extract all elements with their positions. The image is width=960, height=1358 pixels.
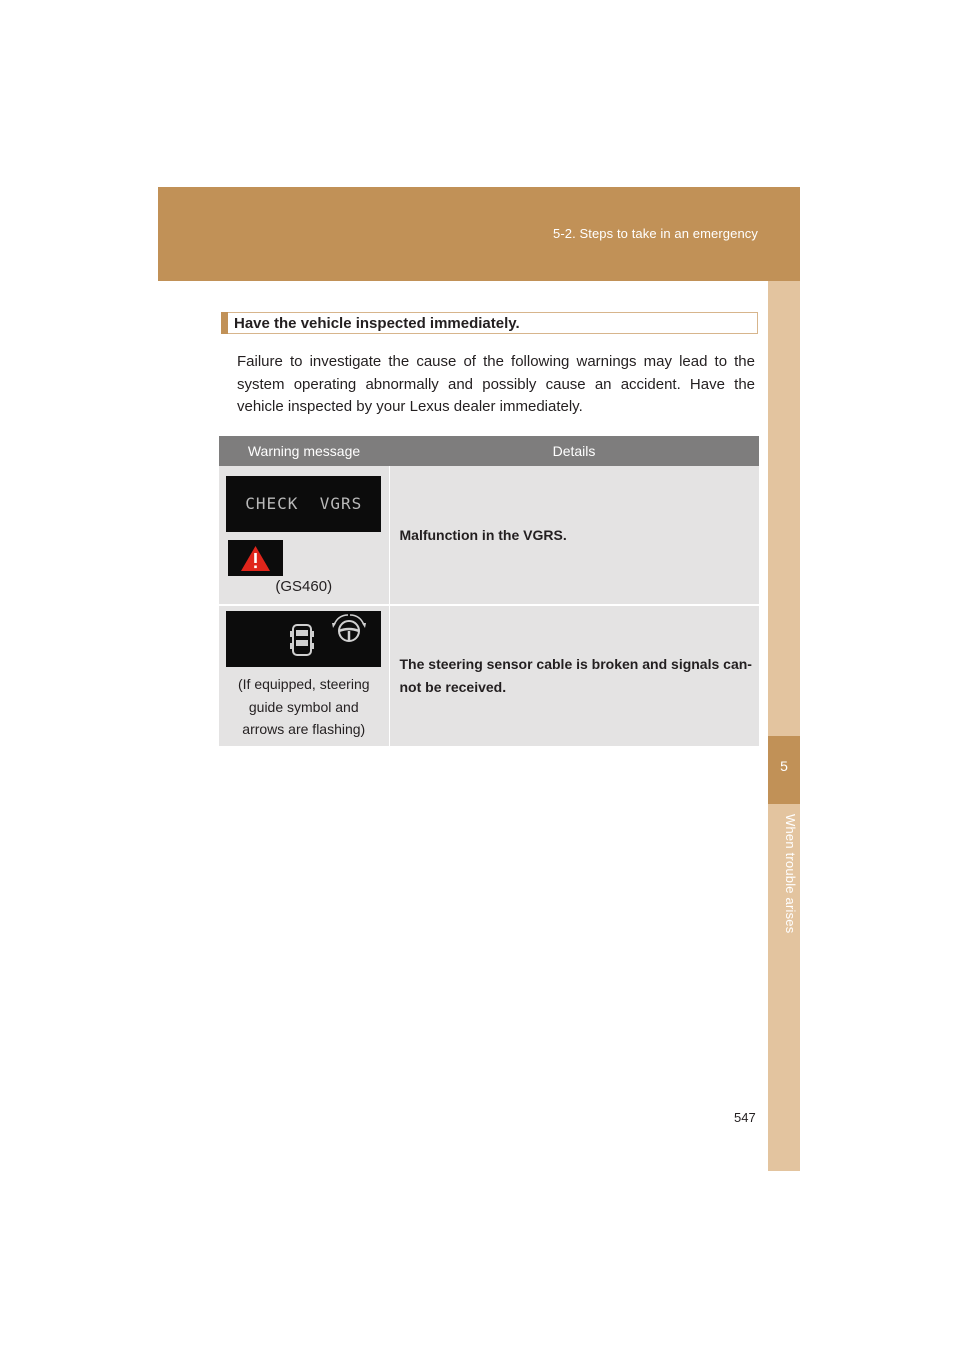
vehicle-symbol-icon (290, 625, 314, 655)
lcd-display (226, 476, 381, 532)
caption-line: (If equipped, steering (237, 676, 370, 693)
lcd-message-text: CHECK VGRS (245, 493, 363, 513)
warning-triangle-icon (228, 540, 283, 576)
chapter-number: 5 (780, 758, 788, 774)
section-heading (221, 312, 758, 334)
lcd-display (226, 611, 381, 667)
warning-table (219, 436, 759, 746)
chapter-header-band (158, 187, 800, 281)
details-line: not be received. (399, 679, 507, 695)
details-cell (389, 605, 759, 746)
header-warning-message: Warning message (219, 436, 389, 466)
caption-line: arrows are flashing) (242, 721, 366, 738)
table-header-row (219, 436, 759, 466)
model-caption: (GS460) (275, 577, 333, 595)
side-strip (768, 281, 800, 1171)
page-number: 547 (734, 1110, 756, 1125)
chapter-label: When trouble arises (783, 814, 798, 934)
caption-line: guide symbol and (248, 698, 359, 715)
details-cell: Malfunction in the VGRS. (389, 466, 759, 605)
steering-wheel-arrows-icon (332, 615, 366, 641)
heading-accent-bar (221, 312, 228, 334)
header-details: Details (389, 436, 759, 466)
heading-text: Have the vehicle inspected immediately. (234, 315, 520, 332)
equipment-caption (219, 673, 389, 741)
warning-message-cell (219, 605, 389, 746)
chapter-tab (768, 736, 800, 804)
section-title: 5-2. Steps to take in an emergency (552, 226, 758, 241)
warning-message-cell (219, 466, 389, 605)
table-row (219, 466, 759, 605)
table-row (219, 605, 759, 746)
details-line: The steering sensor cable is broken and signals can- (399, 656, 752, 672)
intro-paragraph: Failure to investigate the cause of the following warnings may lead to the system operating abnormally and possibly cause an accident. Have the vehicle inspected by your Lexus dealer immediately. (237, 353, 755, 415)
